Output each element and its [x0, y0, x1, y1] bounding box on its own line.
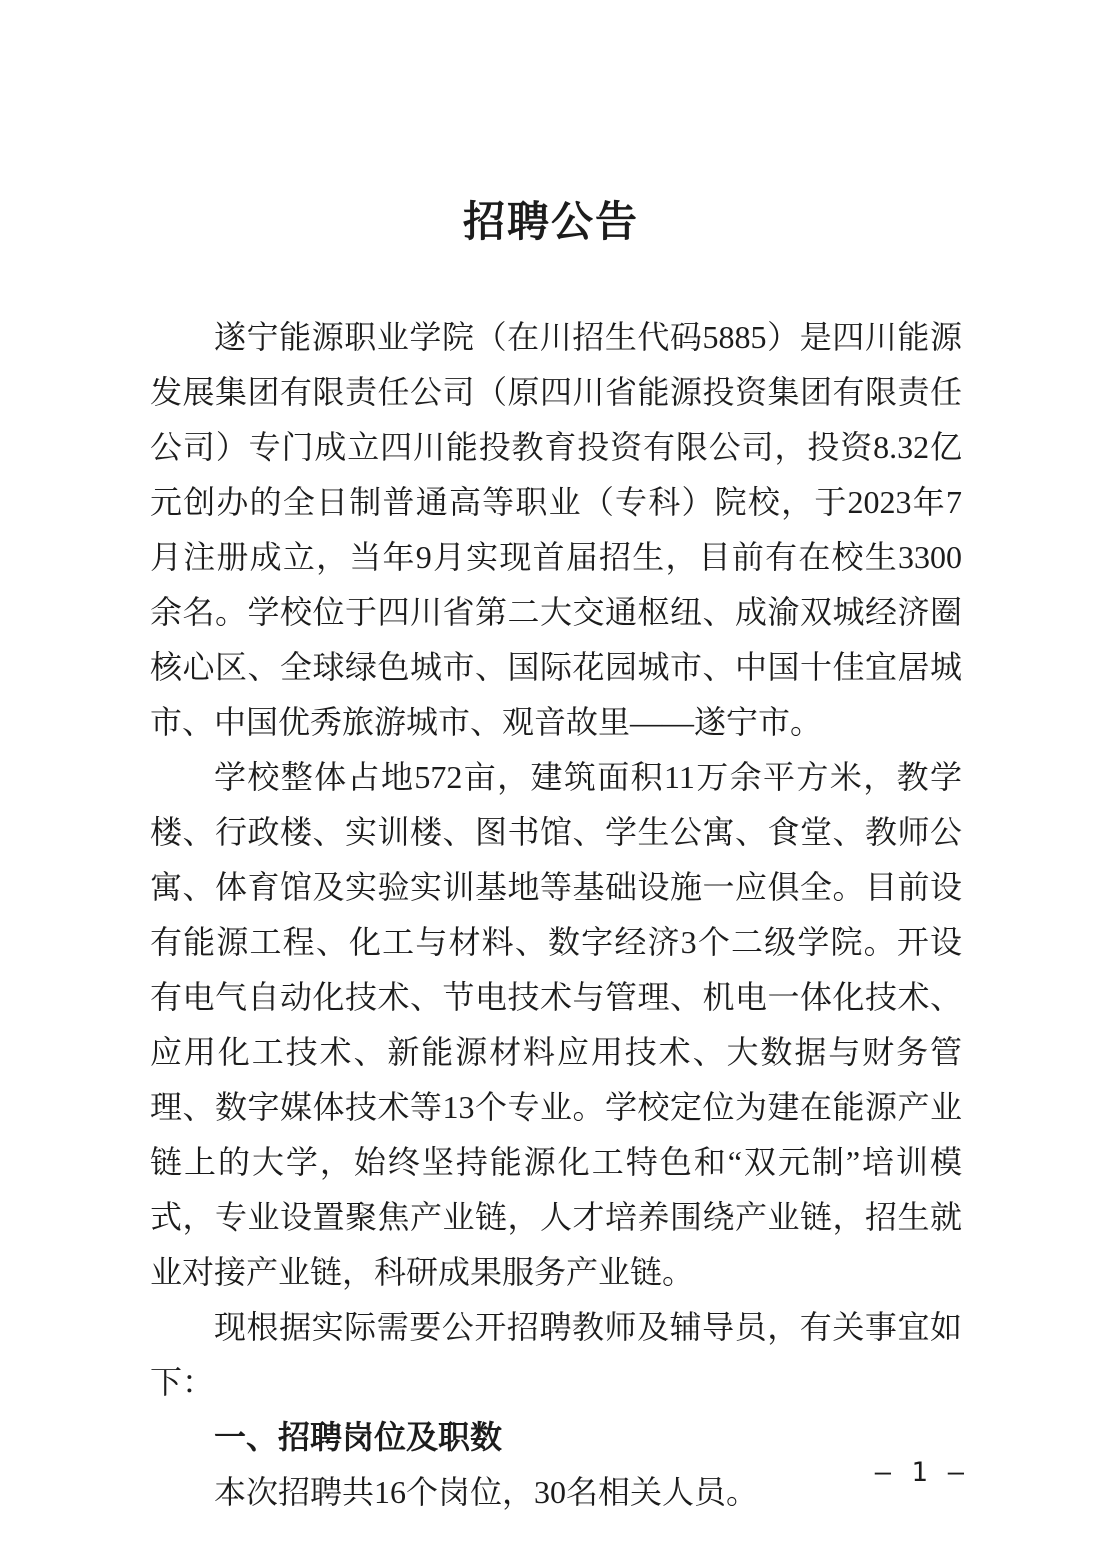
paragraph-campus-and-programs: 学校整体占地572亩，建筑面积11万余平方米，教学楼、行政楼、实训楼、图书馆、学生公寓、食堂、教师公寓、体育馆及实验实训基地等基础设施一应俱全。目前设有能源工程、化工与材料、数字经济3个二级学院。开设有电气自动化技术、节电技术与管理、机电一体化技术、应用化工技术、新能源材料应用技术、大数据与财务管理、数字媒体技术等13个专业。学校定位为建在能源产业链上的大学，始终坚持能源化工特色和“双元制”培训模式，专业设置聚焦产业链，人才培养围绕产业链，招生就业对接产业链，科研成果服务产业链。	[150, 759, 962, 1290]
document-body	[150, 310, 962, 1520]
paragraph-position-totals: 本次招聘共16个岗位，30名相关人员。	[214, 1474, 759, 1510]
section-heading-positions-and-counts: 一、招聘岗位及职数	[214, 1419, 503, 1455]
document-title: 招聘公告	[462, 200, 639, 246]
page-number: – 1 –	[874, 1457, 966, 1488]
paragraph-recruitment-lead-in: 现根据实际需要公开招聘教师及辅导员，有关事宜如下：	[150, 1309, 962, 1400]
paragraph-school-introduction: 遂宁能源职业学院（在川招生代码5885）是四川能源发展集团有限责任公司（原四川省能源投资集团有限责任公司）专门成立四川能投教育投资有限公司，投资8.32亿元创办的全日制普通高等职业（专科）院校，于2023年7月注册成立，当年9月实现首届招生，目前有在校生3300余名。学校位于四川省第二大交通枢纽、成渝双城经济圈核心区、全球绿色城市、国际花园城市、中国十佳宜居城市、中国优秀旅游城市、观音故里——遂宁市。	[150, 319, 962, 740]
